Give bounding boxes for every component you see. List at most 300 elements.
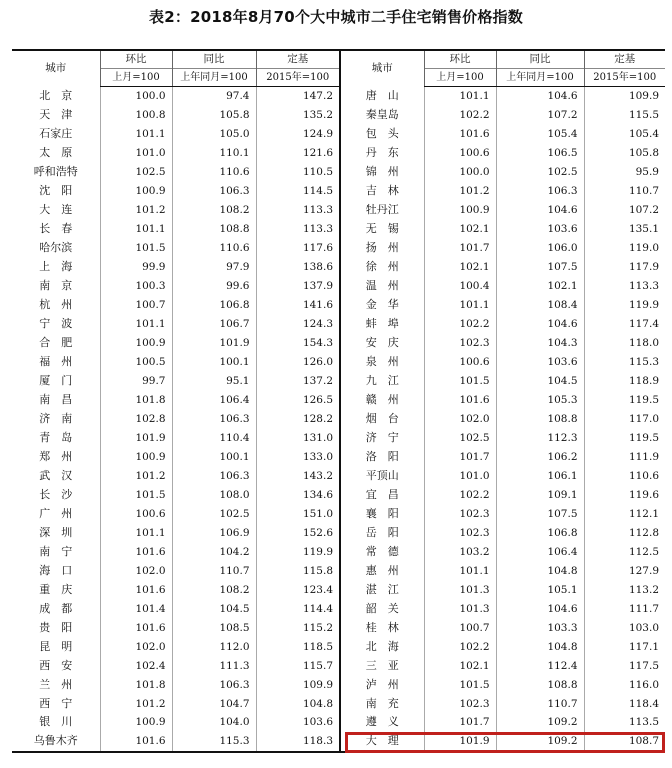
- fixed-right-cell: 110.7: [584, 182, 665, 201]
- mom-right-cell: 102.2: [424, 315, 496, 334]
- city-left-cell: 大 连: [39, 203, 73, 217]
- mom-right-cell: 101.9: [424, 732, 496, 752]
- fixed-left-cell: 114.5: [256, 182, 340, 201]
- mom-left-cell: 101.0: [100, 144, 172, 163]
- yoy-right-cell: 109.2: [496, 713, 584, 732]
- city-left-cell: 成 都: [39, 601, 73, 615]
- mom-left-cell: 100.3: [100, 277, 172, 296]
- yoy-left-cell: 108.2: [172, 580, 256, 599]
- table-row: [12, 428, 665, 447]
- yoy-right-cell: 106.1: [496, 466, 584, 485]
- table-row: [12, 258, 665, 277]
- table-row: [12, 618, 665, 637]
- table-row: [12, 353, 665, 372]
- mom-left-cell: 101.6: [100, 732, 172, 752]
- yoy-left-cell: 110.6: [172, 163, 256, 182]
- city-right-cell: 平顶山: [340, 466, 424, 485]
- yoy-left-cell: 108.2: [172, 201, 256, 220]
- fixed-left-cell: 115.7: [256, 656, 340, 675]
- city-left-cell: 西 安: [39, 658, 73, 672]
- mom-right-cell: 101.1: [424, 87, 496, 106]
- yoy-right-cell: 106.8: [496, 523, 584, 542]
- yoy-left-cell: 110.7: [172, 561, 256, 580]
- mom-right-cell: 102.2: [424, 106, 496, 125]
- fixed-left-cell: 118.3: [256, 732, 340, 752]
- fixed-left-cell: 134.6: [256, 485, 340, 504]
- city-right-cell: 济 宁: [340, 428, 424, 447]
- table-row: [12, 220, 665, 239]
- mom-sub-left: 上月=100: [100, 69, 172, 87]
- mom-left-cell: 101.5: [100, 485, 172, 504]
- city-left-cell: 青 岛: [39, 430, 73, 444]
- mom-right-cell: 100.6: [424, 353, 496, 372]
- city-left-cell: 石家庄: [39, 127, 73, 141]
- city-left-cell: 贵 阳: [39, 620, 73, 634]
- yoy-left-cell: 108.5: [172, 618, 256, 637]
- highlight-box: [345, 732, 665, 753]
- mom-left-cell: 101.1: [100, 523, 172, 542]
- city-left-cell: 兰 州: [39, 677, 73, 691]
- city-left-cell: 合 肥: [39, 336, 73, 350]
- yoy-left-cell: 108.0: [172, 485, 256, 504]
- yoy-left-cell: 105.0: [172, 125, 256, 144]
- mom-left-cell: 100.7: [100, 296, 172, 315]
- fixed-left-cell: 103.6: [256, 713, 340, 732]
- mom-right-cell: 102.3: [424, 694, 496, 713]
- yoy-right-cell: 105.1: [496, 580, 584, 599]
- city-header-right: 城市: [340, 50, 424, 87]
- mom-right-cell: 101.2: [424, 182, 496, 201]
- city-left-cell: 沈 阳: [39, 184, 73, 198]
- table-row: [12, 542, 665, 561]
- mom-left-cell: 100.9: [100, 713, 172, 732]
- city-right-cell: 徐 州: [340, 258, 424, 277]
- city-left-cell: 昆 明: [39, 639, 73, 653]
- fixed-right-cell: 105.8: [584, 144, 665, 163]
- city-left-cell: 武 汉: [39, 468, 73, 482]
- mom-right-cell: 101.5: [424, 372, 496, 391]
- fixed-right-cell: 119.6: [584, 485, 665, 504]
- table-row: [12, 144, 665, 163]
- city-left-cell: 北 京: [39, 89, 73, 103]
- mom-left-cell: 101.8: [100, 391, 172, 410]
- fixed-right-cell: 111.9: [584, 447, 665, 466]
- table-row: [12, 675, 665, 694]
- city-right-cell: 遵 义: [340, 713, 424, 732]
- fixed-right-cell: 135.1: [584, 220, 665, 239]
- city-left-cell: 哈尔滨: [39, 241, 73, 255]
- table-row: [12, 409, 665, 428]
- table-row: [12, 599, 665, 618]
- table-row: [12, 580, 665, 599]
- yoy-right-cell: 106.2: [496, 447, 584, 466]
- yoy-right-cell: 104.8: [496, 561, 584, 580]
- city-right-cell: 九 江: [340, 372, 424, 391]
- fixed-left-cell: 137.2: [256, 372, 340, 391]
- city-header-left: 城市: [12, 50, 100, 87]
- yoy-right-cell: 108.8: [496, 675, 584, 694]
- fixed-right-cell: 111.7: [584, 599, 665, 618]
- fixed-left-cell: 118.5: [256, 637, 340, 656]
- fixed-header-left: 定基: [256, 50, 340, 69]
- mom-right-cell: 103.2: [424, 542, 496, 561]
- yoy-header-right: 同比: [496, 50, 584, 69]
- yoy-right-cell: 102.1: [496, 277, 584, 296]
- yoy-right-cell: 103.6: [496, 220, 584, 239]
- yoy-right-cell: 104.6: [496, 87, 584, 106]
- yoy-right-cell: 108.4: [496, 296, 584, 315]
- yoy-right-cell: 107.5: [496, 504, 584, 523]
- mom-right-cell: 102.5: [424, 428, 496, 447]
- table-row: [12, 125, 665, 144]
- city-right-cell: 包 头: [340, 125, 424, 144]
- yoy-left-cell: 97.9: [172, 258, 256, 277]
- fixed-left-cell: 104.8: [256, 694, 340, 713]
- fixed-right-cell: 115.5: [584, 106, 665, 125]
- fixed-left-cell: 113.3: [256, 201, 340, 220]
- yoy-right-cell: 106.3: [496, 182, 584, 201]
- yoy-left-cell: 104.2: [172, 542, 256, 561]
- fixed-right-cell: 115.3: [584, 353, 665, 372]
- table-row: [12, 523, 665, 542]
- fixed-left-cell: 124.3: [256, 315, 340, 334]
- fixed-right-cell: 117.9: [584, 258, 665, 277]
- yoy-right-cell: 104.6: [496, 315, 584, 334]
- fixed-left-cell: 131.0: [256, 428, 340, 447]
- yoy-right-cell: 109.1: [496, 485, 584, 504]
- price-index-table: [12, 49, 665, 753]
- yoy-left-cell: 104.7: [172, 694, 256, 713]
- city-right-cell: 韶 关: [340, 599, 424, 618]
- fixed-right-cell: 112.5: [584, 542, 665, 561]
- mom-left-cell: 101.1: [100, 315, 172, 334]
- table-row: [12, 561, 665, 580]
- city-right-cell: 南 充: [340, 694, 424, 713]
- mom-left-cell: 101.6: [100, 542, 172, 561]
- fixed-left-cell: 115.2: [256, 618, 340, 637]
- city-left-cell: 呼和浩特: [33, 165, 78, 179]
- table-row: [12, 372, 665, 391]
- yoy-right-cell: 106.4: [496, 542, 584, 561]
- fixed-left-cell: 135.2: [256, 106, 340, 125]
- city-left-cell: 郑 州: [39, 449, 73, 463]
- fixed-left-cell: 109.9: [256, 675, 340, 694]
- table-row: [12, 656, 665, 675]
- mom-left-cell: 100.6: [100, 504, 172, 523]
- mom-left-cell: 100.9: [100, 447, 172, 466]
- fixed-left-cell: 126.0: [256, 353, 340, 372]
- yoy-right-cell: 108.8: [496, 409, 584, 428]
- yoy-left-cell: 106.3: [172, 466, 256, 485]
- table-row: [12, 163, 665, 182]
- fixed-sub-left: 2015年=100: [256, 69, 340, 87]
- mom-right-cell: 101.3: [424, 599, 496, 618]
- table-row: [12, 106, 665, 125]
- fixed-right-cell: 117.0: [584, 409, 665, 428]
- city-right-cell: 赣 州: [340, 391, 424, 410]
- mom-left-cell: 101.6: [100, 618, 172, 637]
- mom-left-cell: 100.0: [100, 87, 172, 106]
- yoy-right-cell: 104.8: [496, 637, 584, 656]
- yoy-sub-left: 上年同月=100: [172, 69, 256, 87]
- yoy-left-cell: 115.3: [172, 732, 256, 752]
- mom-left-cell: 100.9: [100, 334, 172, 353]
- mom-right-cell: 101.1: [424, 296, 496, 315]
- fixed-left-cell: 119.9: [256, 542, 340, 561]
- fixed-sub-right: 2015年=100: [584, 69, 665, 87]
- mom-left-cell: 101.1: [100, 125, 172, 144]
- yoy-left-cell: 99.6: [172, 277, 256, 296]
- yoy-left-cell: 101.9: [172, 334, 256, 353]
- yoy-right-cell: 103.3: [496, 618, 584, 637]
- city-right-cell: 北 海: [340, 637, 424, 656]
- fixed-right-cell: 119.5: [584, 428, 665, 447]
- mom-right-cell: 102.3: [424, 523, 496, 542]
- city-right-cell: 吉 林: [340, 182, 424, 201]
- city-right-cell: 无 锡: [340, 220, 424, 239]
- fixed-left-cell: 154.3: [256, 334, 340, 353]
- yoy-left-cell: 100.1: [172, 447, 256, 466]
- mom-right-cell: 100.4: [424, 277, 496, 296]
- yoy-right-cell: 104.5: [496, 372, 584, 391]
- yoy-right-cell: 110.7: [496, 694, 584, 713]
- fixed-left-cell: 115.8: [256, 561, 340, 580]
- city-left-cell: 宁 波: [39, 317, 73, 331]
- fixed-right-cell: 110.6: [584, 466, 665, 485]
- yoy-left-cell: 106.4: [172, 391, 256, 410]
- fixed-left-cell: 138.6: [256, 258, 340, 277]
- mom-right-cell: 101.5: [424, 675, 496, 694]
- fixed-right-cell: 116.0: [584, 675, 665, 694]
- mom-left-cell: 102.5: [100, 163, 172, 182]
- yoy-left-cell: 95.1: [172, 372, 256, 391]
- city-left-cell: 南 京: [39, 279, 73, 293]
- city-right-cell: 桂 林: [340, 618, 424, 637]
- city-right-cell: 锦 州: [340, 163, 424, 182]
- yoy-right-cell: 107.5: [496, 258, 584, 277]
- table-row: [12, 87, 665, 106]
- mom-left-cell: 99.7: [100, 372, 172, 391]
- yoy-right-cell: 112.3: [496, 428, 584, 447]
- mom-left-cell: 101.2: [100, 466, 172, 485]
- table-row: [12, 391, 665, 410]
- fixed-left-cell: 113.3: [256, 220, 340, 239]
- mom-right-cell: 101.6: [424, 391, 496, 410]
- city-left-cell: 上 海: [39, 260, 73, 274]
- city-left-cell: 重 庆: [39, 582, 73, 596]
- yoy-sub-right: 上年同月=100: [496, 69, 584, 87]
- yoy-left-cell: 106.3: [172, 182, 256, 201]
- city-right-cell: 金 华: [340, 296, 424, 315]
- yoy-left-cell: 108.8: [172, 220, 256, 239]
- city-left-cell: 西 宁: [39, 696, 73, 710]
- table-row: [12, 637, 665, 656]
- mom-left-cell: 101.2: [100, 694, 172, 713]
- fixed-right-cell: 118.0: [584, 334, 665, 353]
- mom-right-cell: 102.1: [424, 220, 496, 239]
- yoy-right-cell: 106.5: [496, 144, 584, 163]
- city-left-cell: 银 川: [39, 715, 73, 729]
- yoy-right-cell: 107.2: [496, 106, 584, 125]
- mom-left-cell: 101.5: [100, 239, 172, 258]
- yoy-header-left: 同比: [172, 50, 256, 69]
- table-row: [12, 315, 665, 334]
- yoy-right-cell: 112.4: [496, 656, 584, 675]
- city-left-cell: 深 圳: [39, 525, 73, 539]
- table-body: [12, 87, 665, 753]
- fixed-right-cell: 103.0: [584, 618, 665, 637]
- city-left-cell: 海 口: [39, 563, 73, 577]
- fixed-right-cell: 119.9: [584, 296, 665, 315]
- table-row: [12, 694, 665, 713]
- city-right-cell: 秦皇岛: [340, 106, 424, 125]
- fixed-right-cell: 107.2: [584, 201, 665, 220]
- mom-header-left: 环比: [100, 50, 172, 69]
- fixed-right-cell: 117.5: [584, 656, 665, 675]
- city-right-cell: 泉 州: [340, 353, 424, 372]
- table-row: [12, 239, 665, 258]
- mom-right-cell: 101.3: [424, 580, 496, 599]
- city-right-cell: 安 庆: [340, 334, 424, 353]
- fixed-left-cell: 126.5: [256, 391, 340, 410]
- city-left-cell: 长 沙: [39, 487, 73, 501]
- mom-left-cell: 101.8: [100, 675, 172, 694]
- city-right-cell: 洛 阳: [340, 447, 424, 466]
- yoy-left-cell: 110.4: [172, 428, 256, 447]
- mom-sub-right: 上月=100: [424, 69, 496, 87]
- table-title: 表2：2018年8月70个大中城市二手住宅销售价格指数: [149, 8, 523, 26]
- mom-right-cell: 102.3: [424, 504, 496, 523]
- fixed-right-cell: 113.3: [584, 277, 665, 296]
- city-right-cell: 唐 山: [340, 87, 424, 106]
- city-right-cell: 温 州: [340, 277, 424, 296]
- city-left-cell: 南 昌: [39, 393, 73, 406]
- mom-right-cell: 100.9: [424, 201, 496, 220]
- fixed-left-cell: 114.4: [256, 599, 340, 618]
- mom-right-cell: 102.1: [424, 258, 496, 277]
- mom-left-cell: 100.9: [100, 182, 172, 201]
- fixed-right-cell: 113.2: [584, 580, 665, 599]
- fixed-right-cell: 109.9: [584, 87, 665, 106]
- table-row: [12, 466, 665, 485]
- table-row: [12, 447, 665, 466]
- fixed-right-cell: 95.9: [584, 163, 665, 182]
- table-row: [12, 713, 665, 732]
- yoy-left-cell: 106.8: [172, 296, 256, 315]
- mom-right-cell: 100.7: [424, 618, 496, 637]
- city-right-cell: 牡丹江: [340, 201, 424, 220]
- table-row: [12, 201, 665, 220]
- mom-right-cell: 101.0: [424, 466, 496, 485]
- yoy-right-cell: 104.3: [496, 334, 584, 353]
- city-right-cell: 惠 州: [340, 561, 424, 580]
- city-right-cell: 蚌 埠: [340, 315, 424, 334]
- city-right-cell: 湛 江: [340, 580, 424, 599]
- mom-left-cell: 101.6: [100, 580, 172, 599]
- mom-left-cell: 102.8: [100, 409, 172, 428]
- table-row: [12, 182, 665, 201]
- mom-left-cell: 102.4: [100, 656, 172, 675]
- yoy-left-cell: 106.9: [172, 523, 256, 542]
- city-left-cell: 广 州: [39, 506, 73, 520]
- yoy-right-cell: 105.3: [496, 391, 584, 410]
- yoy-right-cell: 109.2: [496, 732, 584, 752]
- fixed-header-right: 定基: [584, 50, 665, 69]
- mom-right-cell: 102.0: [424, 409, 496, 428]
- mom-right-cell: 101.7: [424, 239, 496, 258]
- mom-left-cell: 102.0: [100, 561, 172, 580]
- yoy-left-cell: 112.0: [172, 637, 256, 656]
- mom-right-cell: 101.6: [424, 125, 496, 144]
- mom-header-right: 环比: [424, 50, 496, 69]
- yoy-left-cell: 97.4: [172, 87, 256, 106]
- fixed-left-cell: 117.6: [256, 239, 340, 258]
- city-left-cell: 杭 州: [39, 298, 73, 312]
- city-left-cell: 福 州: [39, 355, 73, 369]
- city-right-cell: 岳 阳: [340, 523, 424, 542]
- fixed-right-cell: 119.5: [584, 391, 665, 410]
- mom-right-cell: 100.0: [424, 163, 496, 182]
- yoy-left-cell: 111.3: [172, 656, 256, 675]
- yoy-left-cell: 110.6: [172, 239, 256, 258]
- table-row: [12, 334, 665, 353]
- yoy-left-cell: 104.0: [172, 713, 256, 732]
- fixed-left-cell: 110.5: [256, 163, 340, 182]
- mom-left-cell: 102.0: [100, 637, 172, 656]
- yoy-left-cell: 104.5: [172, 599, 256, 618]
- city-left-cell: 乌鲁木齐: [12, 732, 100, 752]
- yoy-left-cell: 102.5: [172, 504, 256, 523]
- fixed-right-cell: 108.7: [584, 732, 665, 752]
- fixed-left-cell: 128.2: [256, 409, 340, 428]
- fixed-left-cell: 147.2: [256, 87, 340, 106]
- fixed-right-cell: 117.4: [584, 315, 665, 334]
- city-left-cell: 厦 门: [39, 374, 73, 388]
- mom-left-cell: 101.2: [100, 201, 172, 220]
- mom-right-cell: 100.6: [424, 144, 496, 163]
- yoy-right-cell: 105.4: [496, 125, 584, 144]
- fixed-right-cell: 113.5: [584, 713, 665, 732]
- mom-right-cell: 102.2: [424, 637, 496, 656]
- city-right-cell: 丹 东: [340, 144, 424, 163]
- mom-right-cell: 101.7: [424, 713, 496, 732]
- table-row: [12, 485, 665, 504]
- city-left-cell: 南 宁: [39, 544, 73, 558]
- city-right-cell: 宜 昌: [340, 485, 424, 504]
- city-right-cell: 泸 州: [340, 675, 424, 694]
- city-right-cell: 常 德: [340, 542, 424, 561]
- table-row: [12, 504, 665, 523]
- fixed-right-cell: 118.4: [584, 694, 665, 713]
- header-row-1: [12, 50, 665, 69]
- city-right-cell: 大 理: [340, 732, 424, 752]
- fixed-left-cell: 152.6: [256, 523, 340, 542]
- yoy-right-cell: 104.6: [496, 599, 584, 618]
- city-right-cell: 烟 台: [340, 409, 424, 428]
- fixed-left-cell: 121.6: [256, 144, 340, 163]
- city-left-cell: 天 津: [39, 108, 73, 122]
- mom-right-cell: 102.2: [424, 485, 496, 504]
- mom-left-cell: 101.4: [100, 599, 172, 618]
- fixed-left-cell: 151.0: [256, 504, 340, 523]
- city-right-cell: 三 亚: [340, 656, 424, 675]
- yoy-right-cell: 103.6: [496, 353, 584, 372]
- yoy-left-cell: 110.1: [172, 144, 256, 163]
- fixed-right-cell: 127.9: [584, 561, 665, 580]
- mom-left-cell: 100.5: [100, 353, 172, 372]
- yoy-left-cell: 105.8: [172, 106, 256, 125]
- fixed-left-cell: 133.0: [256, 447, 340, 466]
